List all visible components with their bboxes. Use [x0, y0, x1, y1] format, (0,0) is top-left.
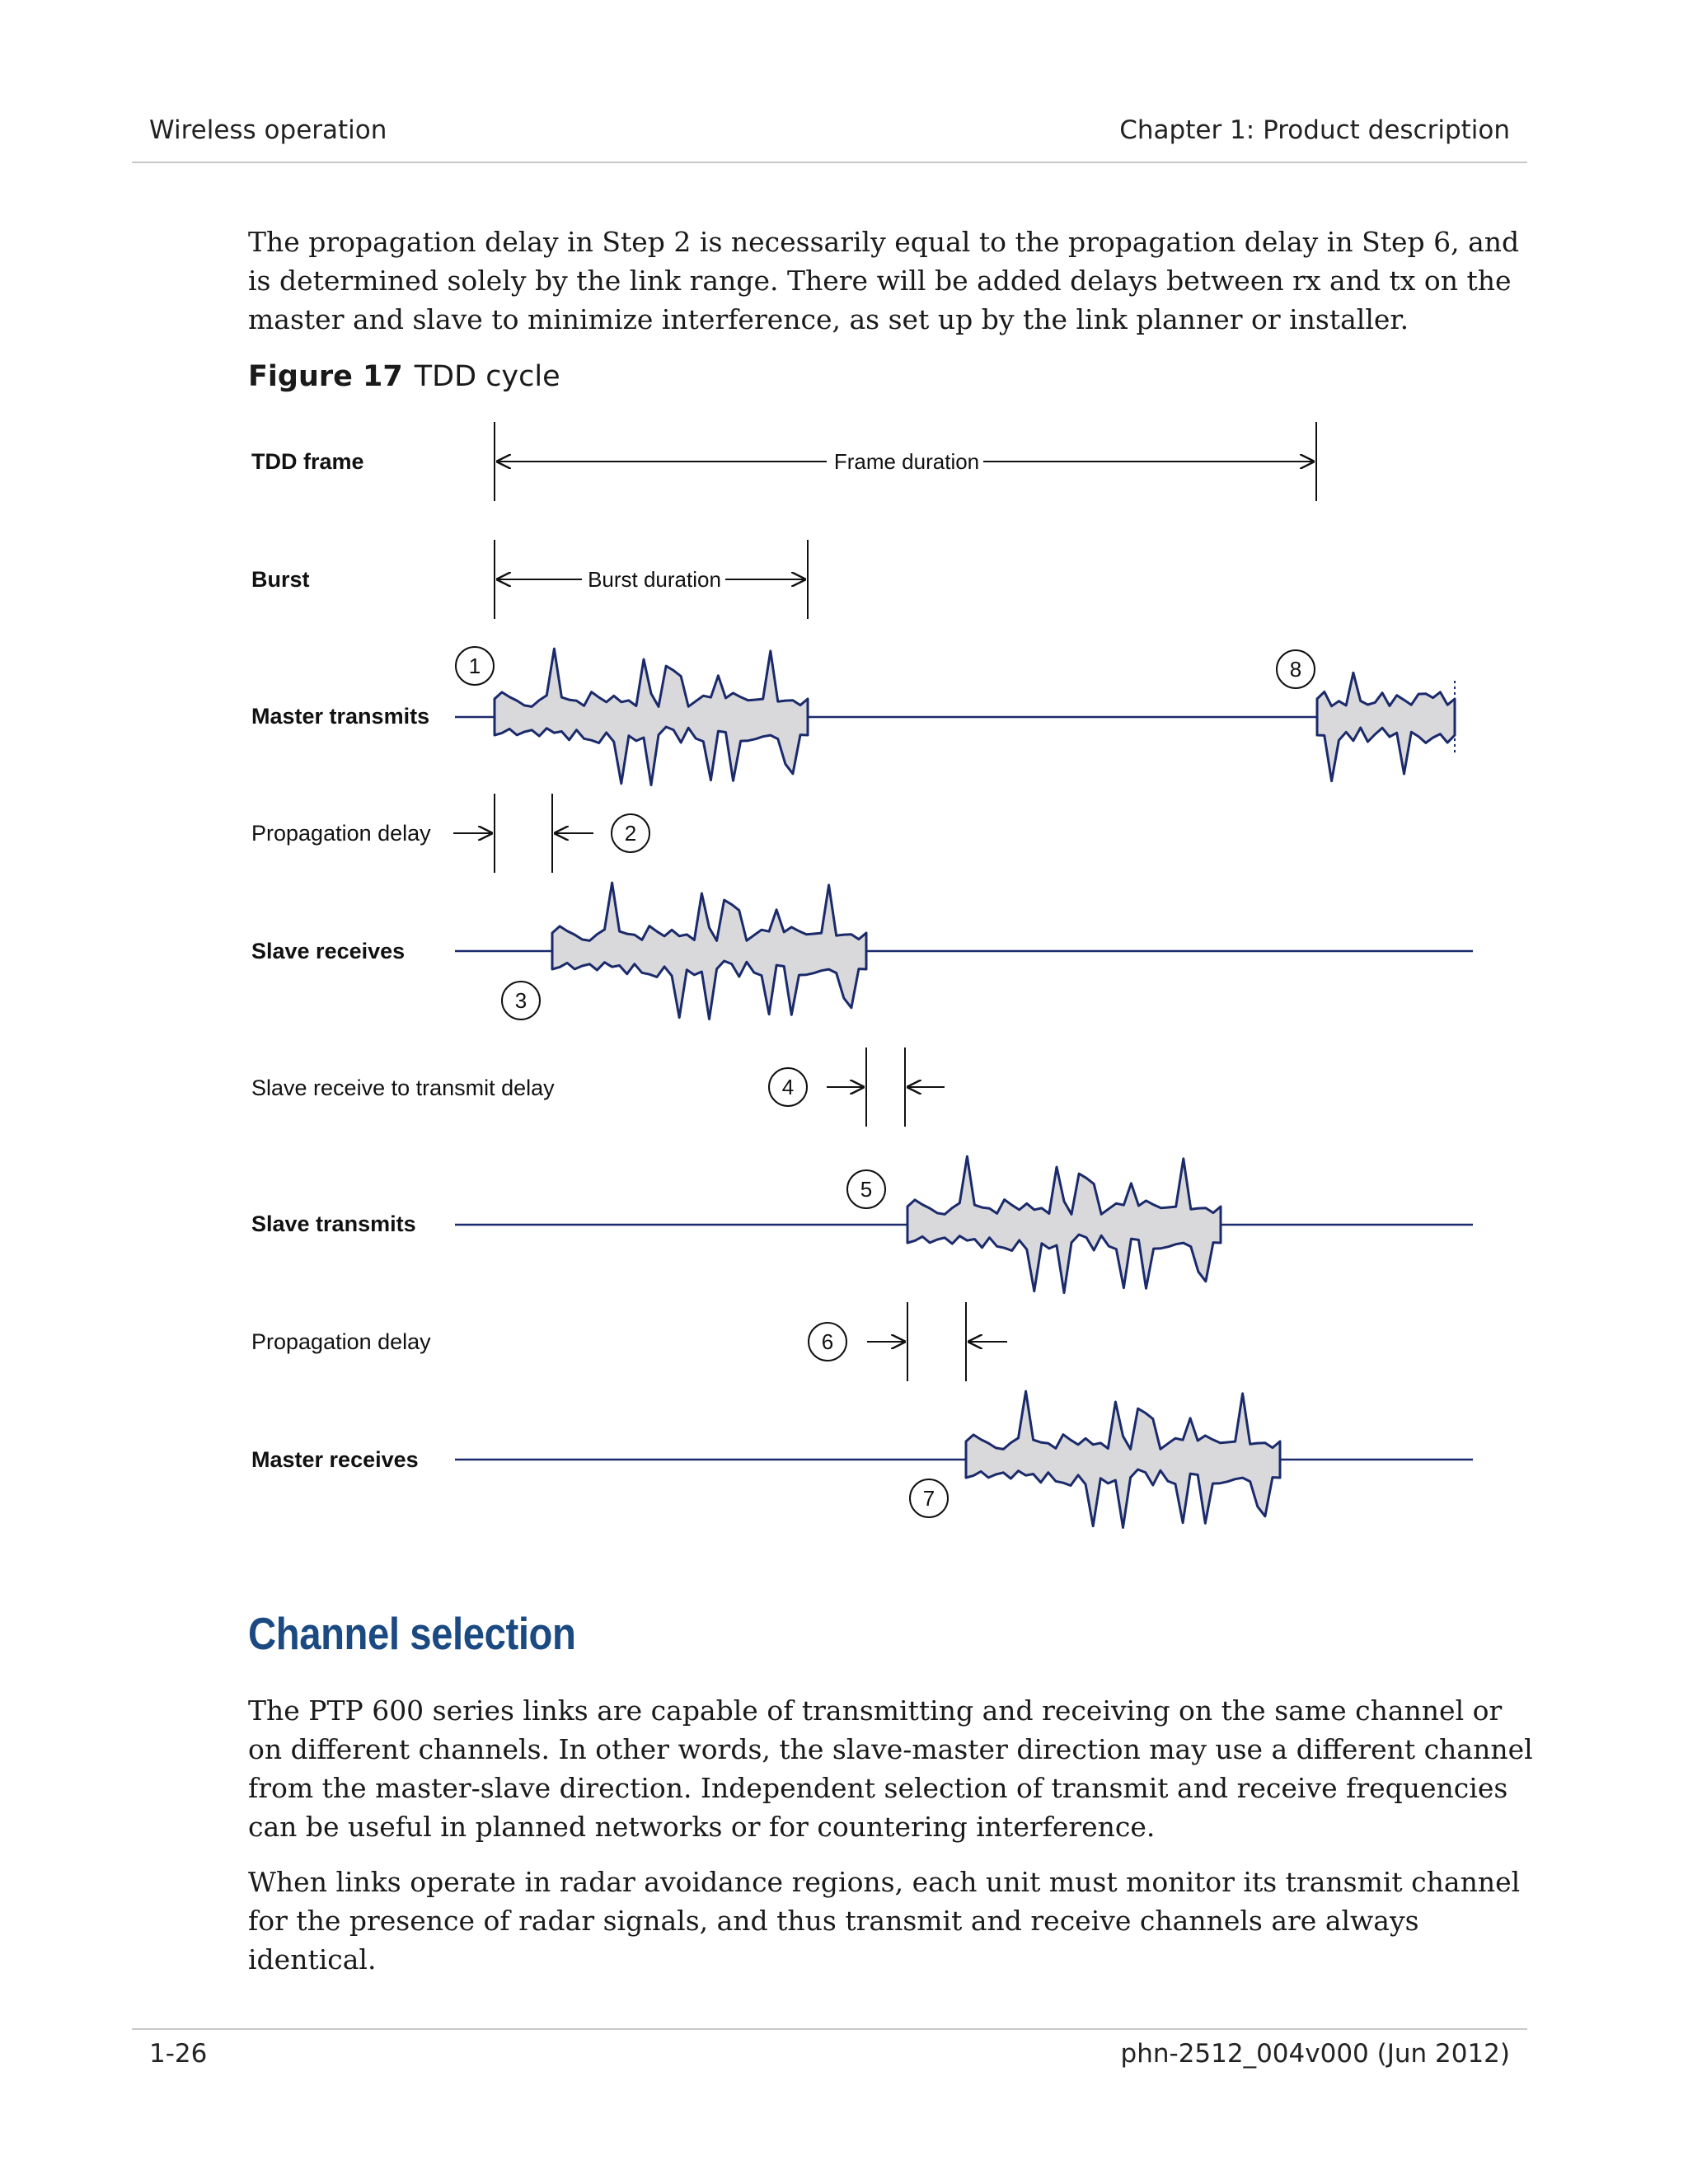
label-slave-rx-tx-delay: Slave receive to transmit delay — [251, 1076, 555, 1100]
label-slave-transmits: Slave transmits — [251, 1212, 416, 1236]
master-receive-burst — [966, 1391, 1280, 1527]
label-master-receives: Master receives — [251, 1447, 419, 1472]
step-4-label: 4 — [781, 1075, 795, 1099]
footer-rule — [132, 2028, 1527, 2030]
header-section: Wireless operation — [149, 115, 387, 145]
propagation-delay-1-marker — [453, 794, 593, 873]
label-propagation-delay-2: Propagation delay — [251, 1329, 431, 1354]
step-2-label: 2 — [624, 821, 637, 846]
step-3-label: 3 — [514, 988, 528, 1013]
label-propagation-delay-1: Propagation delay — [251, 821, 431, 846]
burst-duration-label: Burst duration — [588, 567, 721, 592]
frame-duration-label: Frame duration — [833, 449, 980, 474]
figure-title: TDD cycle — [414, 360, 560, 393]
master-transmit-burst — [495, 649, 808, 785]
figure-number: Figure 17 — [248, 360, 403, 393]
step-1-label: 1 — [468, 654, 481, 678]
step-8-label: 8 — [1289, 657, 1302, 682]
label-burst: Burst — [251, 567, 310, 592]
intro-paragraph: The propagation delay in Step 2 is necessarily equal to the propagation delay in Step 6, and is determined solely by the link range. There will be added delays between rx and tx on the master and slave to minimize interference, as set up by the link planner or installer. — [248, 226, 1520, 335]
header-chapter: Chapter 1: Product description — [1119, 115, 1510, 145]
step-7-label: 7 — [922, 1486, 935, 1511]
footer-page-number: 1-26 — [149, 2039, 208, 2069]
slave-receive-burst — [552, 883, 866, 1019]
section-paragraph-2: When links operate in radar avoidance regions, each unit must monitor its transmit channel for the presence of radar signals, and thus transmit and receive channels are always identical. — [248, 1866, 1521, 1975]
section-paragraph-1: The PTP 600 series links are capable of transmitting and receiving on the same channel or on different channels. In other words, the slave-master direction may use a different channel from the master-slave direction. Independent selection of transmit and receive frequencies can be useful in planned networks or for countering interference. — [248, 1694, 1533, 1843]
slave-rx-tx-delay-marker — [827, 1047, 945, 1127]
label-master-transmits: Master transmits — [251, 704, 430, 729]
master-transmit-next-burst — [1317, 673, 1455, 780]
step-6-label: 6 — [821, 1329, 834, 1354]
footer-doc-id: phn-2512_004v000 (Jun 2012) — [1120, 2039, 1510, 2069]
label-slave-receives: Slave receives — [251, 939, 406, 963]
slave-transmit-burst — [907, 1156, 1221, 1292]
propagation-delay-2-marker — [867, 1302, 1007, 1381]
label-tdd-frame: TDD frame — [251, 449, 364, 474]
step-5-label: 5 — [860, 1177, 873, 1202]
section-title: Channel selection — [248, 1608, 576, 1659]
